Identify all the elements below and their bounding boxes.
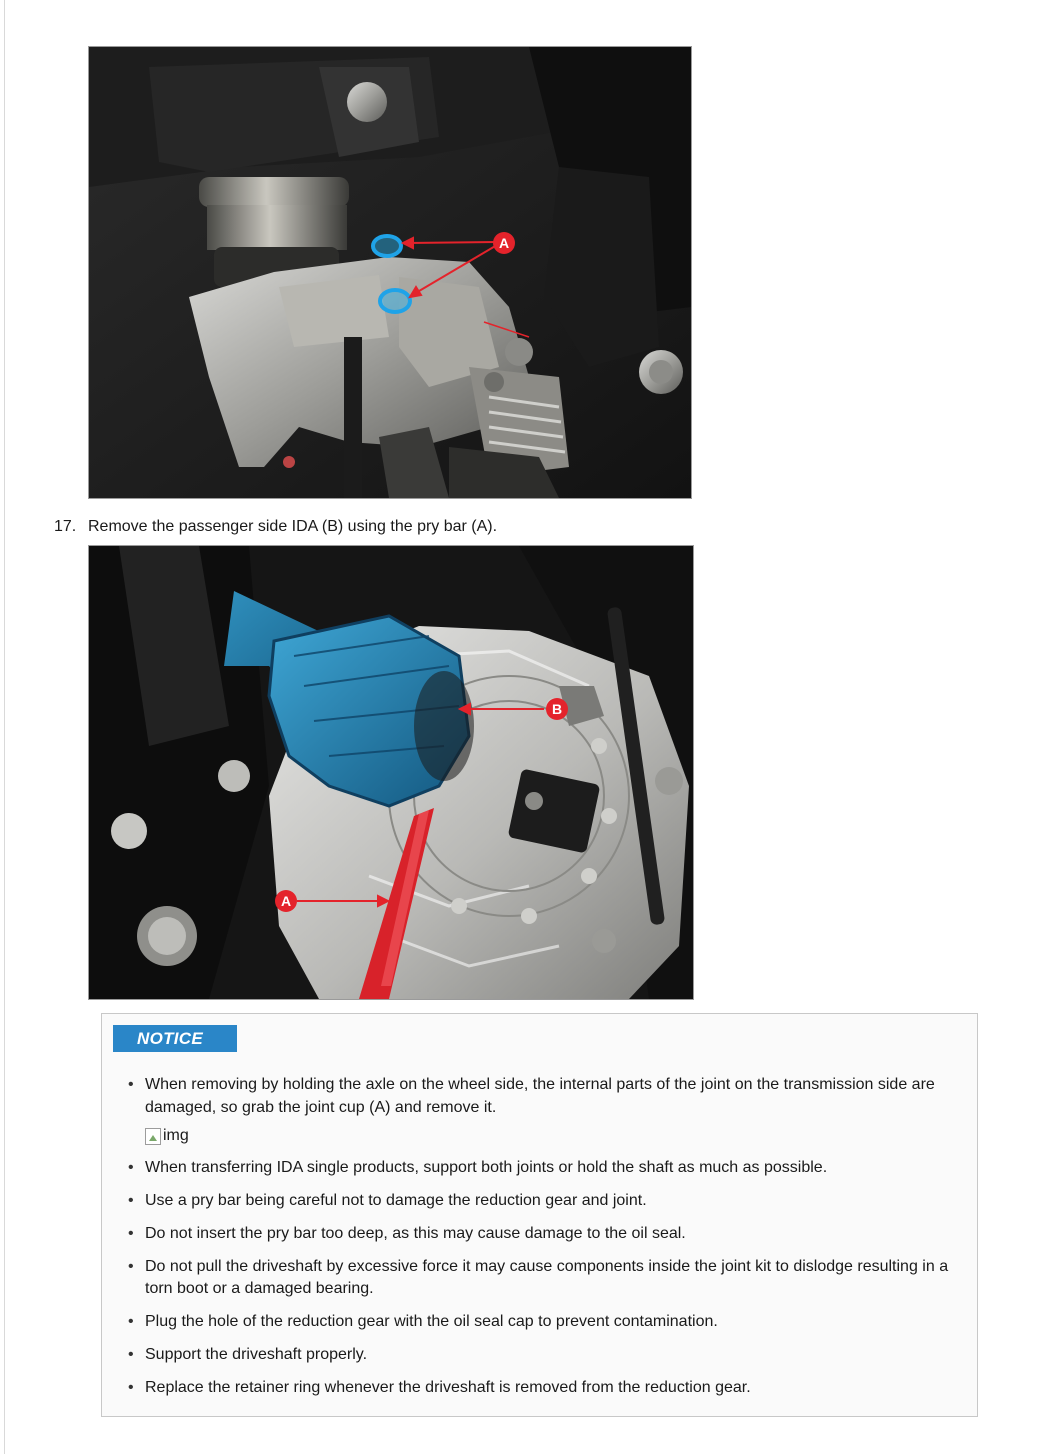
callout-b-label: B bbox=[551, 701, 563, 717]
notice-box bbox=[101, 1013, 978, 1417]
notice-item bbox=[122, 1074, 962, 1146]
upper-bolt-head bbox=[347, 82, 387, 122]
figure-ida-removal-photo bbox=[88, 545, 694, 1000]
broken-image-alt: img bbox=[163, 1126, 189, 1144]
callout-a-label: A bbox=[280, 893, 292, 909]
mount-bracket-illustration bbox=[89, 47, 691, 498]
step-number: 17. bbox=[54, 518, 77, 535]
notice-item: • Plug the hole of the reduction gear with the oil seal cap to prevent contamination. bbox=[122, 1311, 962, 1334]
notice-badge: NOTICE bbox=[113, 1025, 237, 1052]
notice-item: • Support the driveshaft properly. bbox=[122, 1344, 962, 1367]
ida-removal-illustration bbox=[89, 546, 693, 999]
figure-mount-bracket-photo bbox=[88, 46, 692, 499]
notice-item: • Replace the retainer ring whenever the driveshaft is removed from the reduction gear. bbox=[122, 1377, 962, 1400]
notice-item: • Do not pull the driveshaft by excessive force it may cause components inside the joint kit to dislodge resulting in a torn boot or a damaged bearing. bbox=[122, 1256, 962, 1301]
broken-image-placeholder bbox=[145, 1126, 962, 1146]
step-17 bbox=[54, 517, 497, 537]
notice-item: • Use a pry bar being careful not to damage the reduction gear and joint. bbox=[122, 1190, 962, 1213]
notice-list bbox=[122, 1074, 962, 1410]
callout-a-label: A bbox=[498, 235, 510, 251]
notice-item-text: When removing by holding the axle on the wheel side, the internal parts of the joint on the transmission side are damaged, so grab the joint cup (A) and remove it. bbox=[145, 1076, 935, 1116]
step-text: Remove the passenger side IDA (B) using the pry bar (A). bbox=[88, 518, 498, 535]
page-left-rule bbox=[4, 0, 5, 1454]
broken-image-icon bbox=[145, 1128, 161, 1145]
notice-item: • When transferring IDA single products, support both joints or hold the shaft as much as possible. bbox=[122, 1157, 962, 1180]
notice-item: • Do not insert the pry bar too deep, as this may cause damage to the oil seal. bbox=[122, 1223, 962, 1246]
